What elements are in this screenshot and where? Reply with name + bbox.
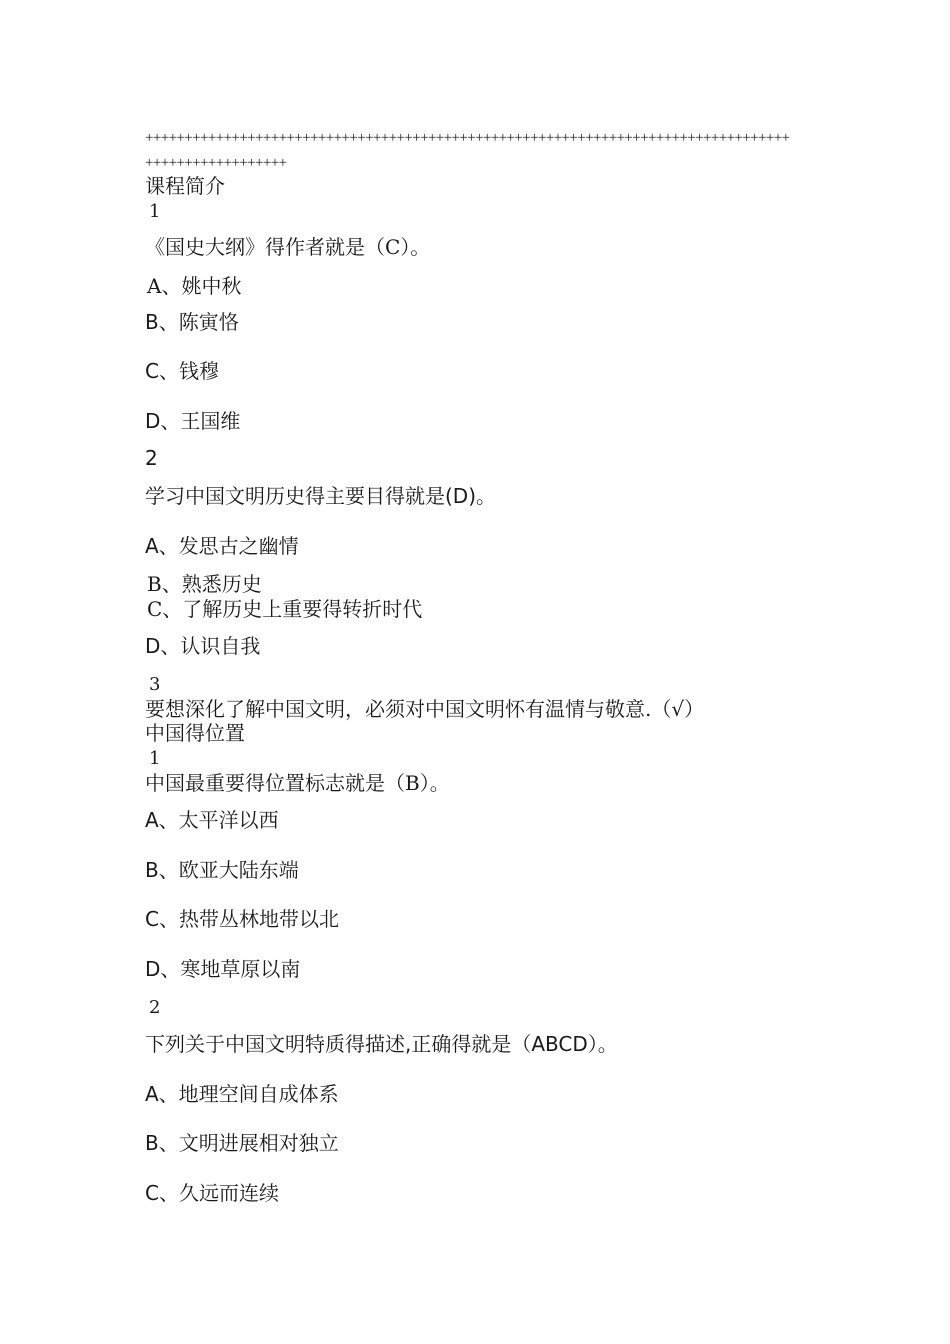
question-number: 1 bbox=[149, 201, 161, 222]
option-c: C、钱穆 bbox=[145, 359, 219, 383]
option-a: A、发思古之幽情 bbox=[145, 534, 299, 558]
question-number: 2 bbox=[149, 997, 161, 1018]
option-d: D、王国维 bbox=[145, 409, 241, 433]
option-d: D、寒地草原以南 bbox=[145, 957, 301, 981]
question-number: 2 bbox=[145, 446, 158, 470]
option-b: B、文明进展相对独立 bbox=[145, 1131, 339, 1155]
option-b: B、熟悉历史 bbox=[147, 572, 262, 596]
question-text: 下列关于中国文明特质得描述,正确得就是（ABCD）。 bbox=[145, 1032, 618, 1056]
option-a: A、地理空间自成体系 bbox=[145, 1082, 339, 1106]
question-number: 1 bbox=[149, 748, 161, 769]
option-c: C、热带丛林地带以北 bbox=[145, 907, 339, 931]
plus-separator-line-2: ++++++++++++++++++ bbox=[145, 155, 287, 171]
section-title: 课程简介 bbox=[145, 174, 225, 198]
option-d: D、认识自我 bbox=[145, 634, 261, 658]
question-text: 《国史大纲》得作者就是（C）。 bbox=[145, 235, 431, 259]
option-c: C、了解历史上重要得转折时代 bbox=[147, 597, 423, 621]
question-text: 要想深化了解中国文明，必须对中国文明怀有温情与敬意.（√） bbox=[145, 697, 705, 721]
question-number: 3 bbox=[149, 674, 161, 695]
option-c: C、久远而连续 bbox=[145, 1181, 279, 1205]
option-a: A、太平洋以西 bbox=[145, 808, 279, 832]
option-b: B、欧亚大陆东端 bbox=[145, 858, 299, 882]
plus-separator-line-1: ++++++++++++++++++++++++++++++++++++++++++++++++++++++++++++++++++++++++++++++++++ bbox=[145, 130, 790, 146]
section-title: 中国得位置 bbox=[145, 721, 245, 745]
question-text: 学习中国文明历史得主要目得就是(D)。 bbox=[145, 484, 497, 508]
option-b: B、陈寅恪 bbox=[145, 310, 239, 334]
option-a: A、姚中秋 bbox=[147, 274, 242, 298]
question-text: 中国最重要得位置标志就是（B）。 bbox=[145, 771, 450, 795]
